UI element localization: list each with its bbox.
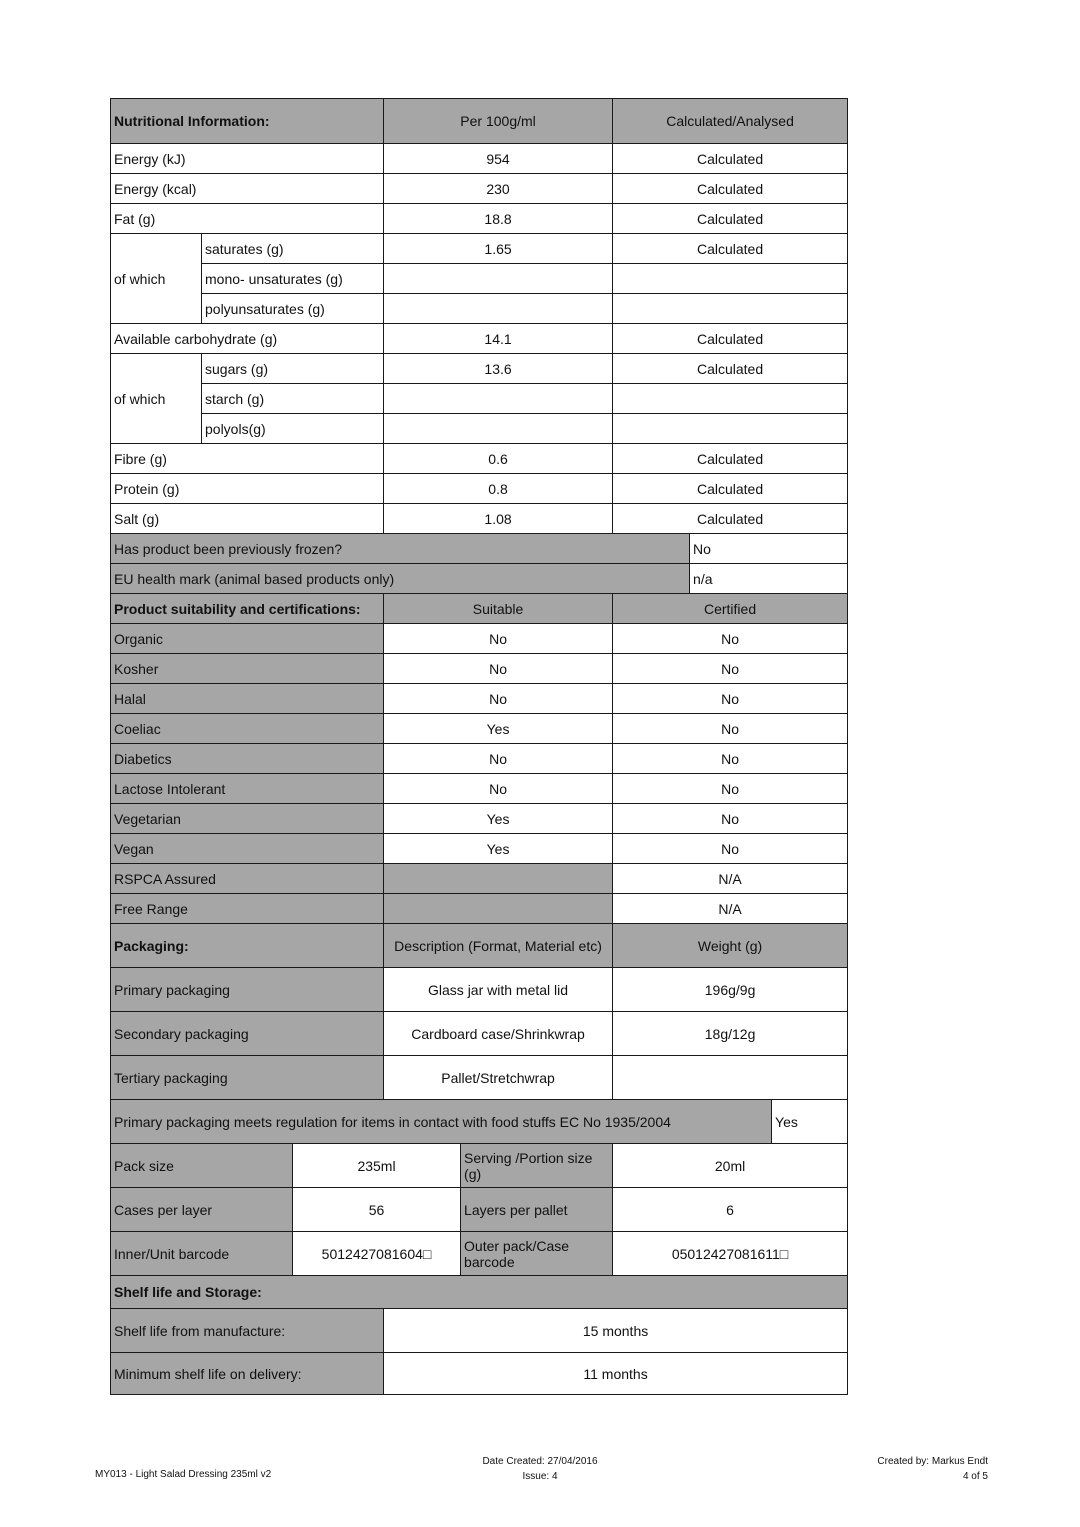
table-row (111, 714, 848, 744)
halal-suitable: No (384, 684, 613, 714)
table-row (111, 864, 848, 894)
salt-label: Salt (g) (111, 504, 384, 534)
kosher-label: Kosher (111, 654, 384, 684)
mono-value (384, 264, 613, 294)
table-row (111, 1144, 848, 1188)
footer-page-number: 4 of 5 (962, 1471, 988, 1482)
eu-mark-label: EU health mark (animal based products only) (111, 564, 690, 594)
energy-kj-label: Energy (kJ) (111, 144, 384, 174)
lactose-label: Lactose Intolerant (111, 774, 384, 804)
outer-barcode-label: Outer pack/Case barcode (461, 1232, 613, 1276)
sugars-label: sugars (g) (202, 354, 384, 384)
suitability-header-row (111, 594, 848, 624)
table-row (111, 1100, 848, 1144)
shelf-life-manufacture-value: 15 months (384, 1309, 848, 1353)
inner-barcode-label: Inner/Unit barcode (111, 1232, 293, 1276)
fat-of-which-label: of which (111, 234, 202, 324)
table-row (111, 1353, 848, 1395)
free-range-label: Free Range (111, 894, 384, 924)
vegan-suitable: Yes (384, 834, 613, 864)
fibre-method: Calculated (613, 444, 848, 474)
table-row (111, 504, 848, 534)
poly-label: polyunsaturates (g) (202, 294, 384, 324)
table-row (111, 354, 848, 384)
free-range-certified: N/A (613, 894, 848, 924)
table-row (111, 744, 848, 774)
kosher-certified: No (613, 654, 848, 684)
table-row (111, 534, 848, 564)
protein-method: Calculated (613, 474, 848, 504)
vegan-label: Vegan (111, 834, 384, 864)
footer-date-created: Date Created: 27/04/2016 (482, 1456, 598, 1467)
carbohydrate-value: 14.1 (384, 324, 613, 354)
table-row (111, 834, 848, 864)
mono-method (613, 264, 848, 294)
organic-certified: No (613, 624, 848, 654)
weight-heading: Weight (g) (613, 924, 848, 968)
rspca-suitable (384, 864, 613, 894)
serving-size-value: 20ml (613, 1144, 848, 1188)
frozen-value: No (690, 534, 848, 564)
starch-method (613, 384, 848, 414)
spec-sheet (110, 98, 847, 1395)
rspca-certified: N/A (613, 864, 848, 894)
outer-barcode-value: 05012427081611□ (613, 1232, 848, 1276)
table-row (111, 294, 848, 324)
shelf-header-row (111, 1276, 848, 1309)
lactose-suitable: No (384, 774, 613, 804)
footer-document-name: MY013 - Light Salad Dressing 235ml v2 (95, 1469, 272, 1480)
coeliac-label: Coeliac (111, 714, 384, 744)
polyols-label: polyols(g) (202, 414, 384, 444)
lactose-certified: No (613, 774, 848, 804)
energy-kcal-value: 230 (384, 174, 613, 204)
vegetarian-suitable: Yes (384, 804, 613, 834)
fibre-label: Fibre (g) (111, 444, 384, 474)
serving-size-label: Serving /Portion size (g) (461, 1144, 613, 1188)
table-row (111, 264, 848, 294)
suitability-heading: Product suitability and certifications: (111, 594, 384, 624)
pack-size-label: Pack size (111, 1144, 293, 1188)
fibre-value: 0.6 (384, 444, 613, 474)
table-row (111, 1056, 848, 1100)
table-row (111, 174, 848, 204)
table-row (111, 774, 848, 804)
specification-table (110, 98, 848, 1395)
salt-method: Calculated (613, 504, 848, 534)
carbohydrate-method: Calculated (613, 324, 848, 354)
energy-kj-method: Calculated (613, 144, 848, 174)
table-row (111, 564, 848, 594)
rspca-label: RSPCA Assured (111, 864, 384, 894)
starch-label: starch (g) (202, 384, 384, 414)
table-row (111, 894, 848, 924)
polyols-method (613, 414, 848, 444)
vegetarian-certified: No (613, 804, 848, 834)
polyols-value (384, 414, 613, 444)
primary-packaging-description: Glass jar with metal lid (384, 968, 613, 1012)
table-row (111, 324, 848, 354)
table-row (111, 384, 848, 414)
footer-created-by: Created by: Markus Endt (877, 1456, 988, 1467)
energy-kcal-method: Calculated (613, 174, 848, 204)
table-row (111, 234, 848, 264)
shelf-life-manufacture-label: Shelf life from manufacture: (111, 1309, 384, 1353)
halal-label: Halal (111, 684, 384, 714)
mono-label: mono- unsaturates (g) (202, 264, 384, 294)
starch-value (384, 384, 613, 414)
frozen-label: Has product been previously frozen? (111, 534, 690, 564)
pack-size-value: 235ml (293, 1144, 461, 1188)
table-row (111, 804, 848, 834)
vegan-certified: No (613, 834, 848, 864)
carbohydrate-label: Available carbohydrate (g) (111, 324, 384, 354)
table-row (111, 624, 848, 654)
footer-author-block (828, 1454, 988, 1484)
layers-per-pallet-value: 6 (613, 1188, 848, 1232)
inner-barcode-value: 5012427081604□ (293, 1232, 461, 1276)
organic-label: Organic (111, 624, 384, 654)
layers-per-pallet-label: Layers per pallet (461, 1188, 613, 1232)
per-100-heading: Per 100g/ml (384, 99, 613, 144)
kosher-suitable: No (384, 654, 613, 684)
table-row (111, 1012, 848, 1056)
shelf-life-delivery-label: Minimum shelf life on delivery: (111, 1353, 384, 1395)
fat-value: 18.8 (384, 204, 613, 234)
suitable-heading: Suitable (384, 594, 613, 624)
sugars-value: 13.6 (384, 354, 613, 384)
regulation-label: Primary packaging meets regulation for items in contact with food stuffs EC No 1935/2004 (111, 1100, 772, 1144)
carb-of-which-label: of which (111, 354, 202, 444)
footer-issue: Issue: 4 (522, 1471, 558, 1482)
table-row (111, 1188, 848, 1232)
sugars-method: Calculated (613, 354, 848, 384)
diabetics-suitable: No (384, 744, 613, 774)
tertiary-packaging-weight (613, 1056, 848, 1100)
poly-method (613, 294, 848, 324)
coeliac-certified: No (613, 714, 848, 744)
packaging-heading: Packaging: (111, 924, 384, 968)
fat-label: Fat (g) (111, 204, 384, 234)
free-range-suitable (384, 894, 613, 924)
primary-packaging-label: Primary packaging (111, 968, 384, 1012)
cases-per-layer-value: 56 (293, 1188, 461, 1232)
protein-label: Protein (g) (111, 474, 384, 504)
energy-kcal-label: Energy (kcal) (111, 174, 384, 204)
secondary-packaging-label: Secondary packaging (111, 1012, 384, 1056)
tertiary-packaging-label: Tertiary packaging (111, 1056, 384, 1100)
saturates-value: 1.65 (384, 234, 613, 264)
secondary-packaging-weight: 18g/12g (613, 1012, 848, 1056)
table-row (111, 684, 848, 714)
fat-method: Calculated (613, 204, 848, 234)
eu-mark-value: n/a (690, 564, 848, 594)
halal-certified: No (613, 684, 848, 714)
shelf-heading: Shelf life and Storage: (111, 1276, 848, 1309)
coeliac-suitable: Yes (384, 714, 613, 744)
description-heading: Description (Format, Material etc) (384, 924, 613, 968)
tertiary-packaging-description: Pallet/Stretchwrap (384, 1056, 613, 1100)
diabetics-label: Diabetics (111, 744, 384, 774)
table-row (111, 654, 848, 684)
regulation-value: Yes (772, 1100, 848, 1144)
table-row (111, 444, 848, 474)
table-row (111, 474, 848, 504)
primary-packaging-weight: 196g/9g (613, 968, 848, 1012)
secondary-packaging-description: Cardboard case/Shrinkwrap (384, 1012, 613, 1056)
table-row (111, 204, 848, 234)
table-row (111, 1232, 848, 1276)
energy-kj-value: 954 (384, 144, 613, 174)
footer-date-block (440, 1454, 640, 1484)
table-row (111, 1309, 848, 1353)
certified-heading: Certified (613, 594, 848, 624)
table-row (111, 144, 848, 174)
shelf-life-delivery-value: 11 months (384, 1353, 848, 1395)
calculated-heading: Calculated/Analysed (613, 99, 848, 144)
protein-value: 0.8 (384, 474, 613, 504)
saturates-label: saturates (g) (202, 234, 384, 264)
poly-value (384, 294, 613, 324)
vegetarian-label: Vegetarian (111, 804, 384, 834)
nutrition-header-row (111, 99, 848, 144)
table-row (111, 414, 848, 444)
organic-suitable: No (384, 624, 613, 654)
cases-per-layer-label: Cases per layer (111, 1188, 293, 1232)
saturates-method: Calculated (613, 234, 848, 264)
diabetics-certified: No (613, 744, 848, 774)
table-row (111, 968, 848, 1012)
salt-value: 1.08 (384, 504, 613, 534)
packaging-header-row (111, 924, 848, 968)
nutrition-heading: Nutritional Information: (111, 99, 384, 144)
